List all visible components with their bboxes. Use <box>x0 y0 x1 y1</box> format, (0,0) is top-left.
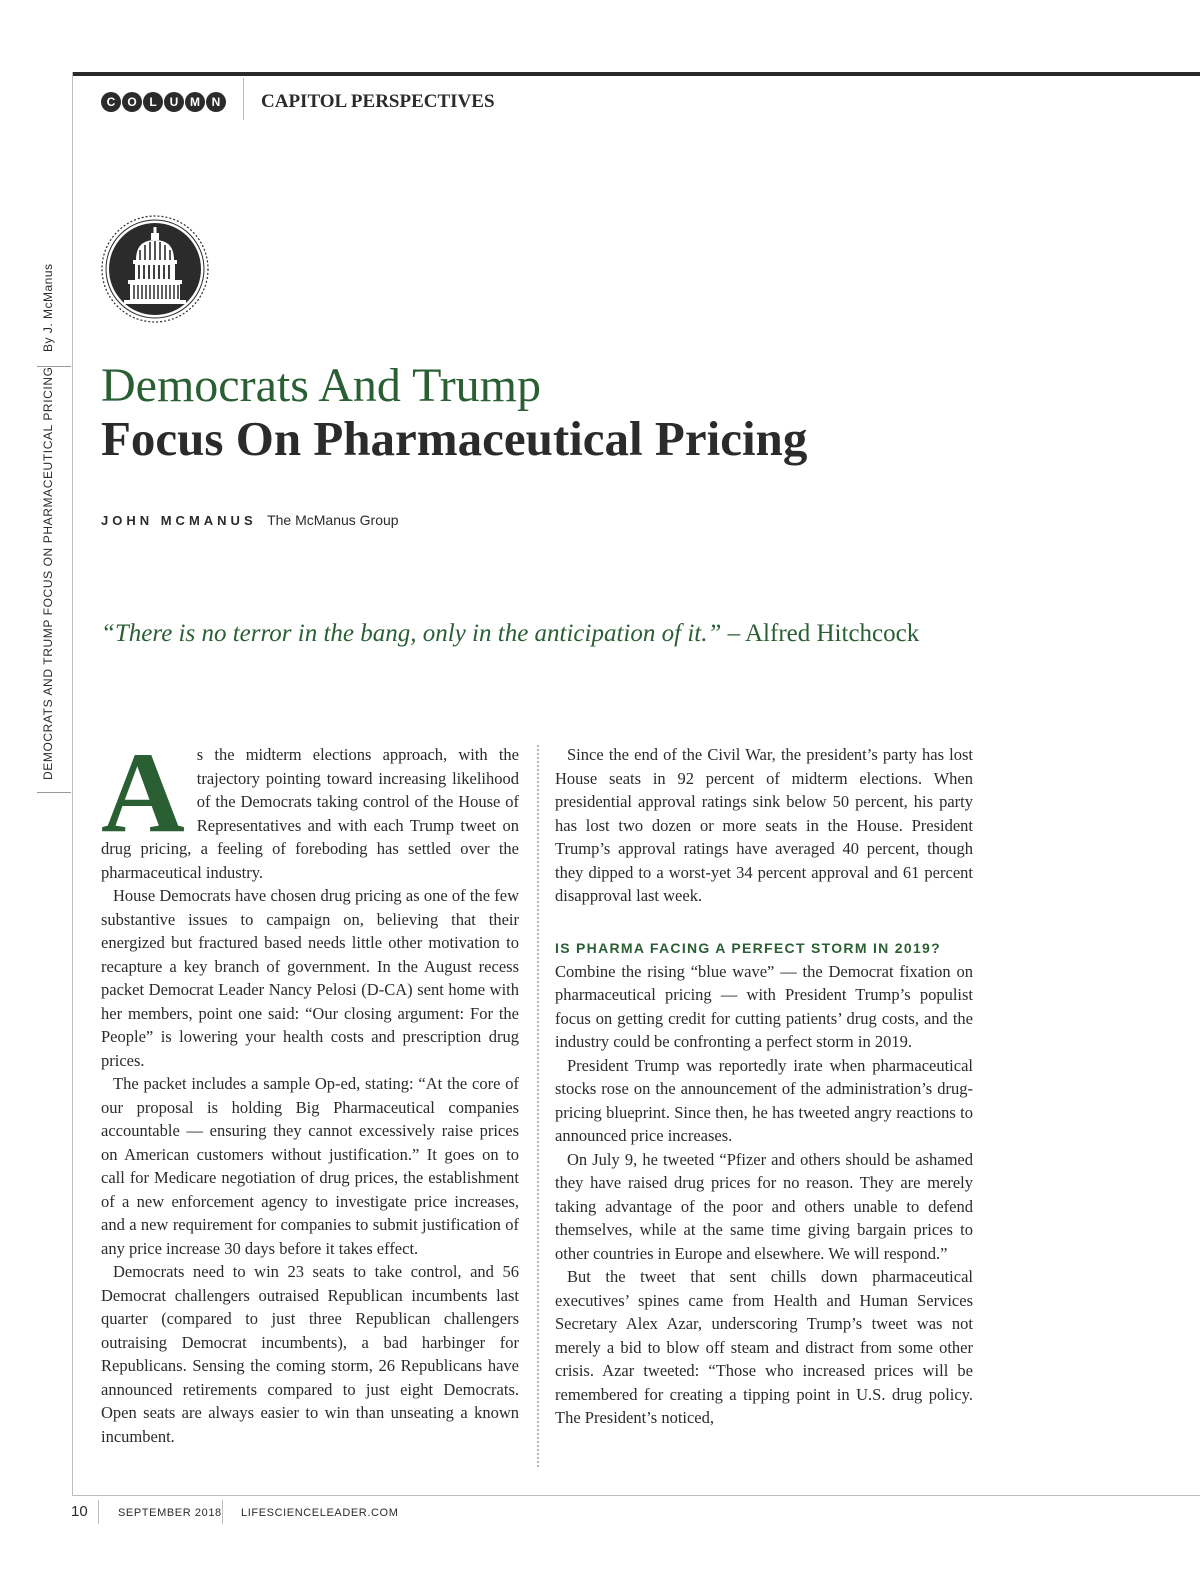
body-paragraph: Since the end of the Civil War, the president’s party has lost House seats in 92 percent of midterm elections. When presidential approval ratings sink below 50 percent, his party has lost two dozen or more seats in the House. President Trump’s approval ratings have averaged 40 percent, though they dipped to a worst-yet 34 percent approval and 61 percent disapproval last week. <box>555 745 973 905</box>
headline-line-2: Focus On Pharmaceutical Pricing <box>101 411 808 466</box>
quote-attribution: – Alfred Hitchcock <box>727 620 920 647</box>
body-paragraph <box>101 729 519 884</box>
body-paragraph: Democrats need to win 23 seats to take control, and 56 Democrat challengers outraised Republican incumbents last quarter (compared to just three Republican challengers outraising Democrat incumbents), a bad harbinger for Republicans. Sensing the coming storm, 26 Republicans have announced retirements compared to just eight Democrats. Open seats are always easier to win than unseating a known incumbent. <box>101 1262 519 1446</box>
epigraph-quote <box>101 620 919 648</box>
author-line <box>101 512 399 530</box>
body-paragraph: President Trump was reportedly irate when pharmaceutical stocks rose on the announcement of the administration’s drug-pricing blueprint. Since then, he has tweeted angry reactions to announced price increases. <box>555 1055 973 1145</box>
issue-date: SEPTEMBER 2018 <box>118 1507 222 1519</box>
paragraph-text: s the midterm elections approach, with the trajectory pointing toward increasing likelihood of the Democrats taking control of the House of Representatives and with each Trump tweet on drug pricing, a feeling of foreboding has settled over the pharmaceutical industry. <box>101 745 519 882</box>
sidebar-article-title: DEMOCRATS AND TRUMP FOCUS ON PHARMACEUTICAL PRICING <box>41 366 55 780</box>
body-paragraph: Combine the rising “blue wave” — the Democrat fixation on pharmaceutical pricing — with President Trump’s populist focus on getting credit for cutting patients’ drug costs, and the industry could be confronting a perfect storm in 2019. <box>555 961 973 1051</box>
column-divider-dotted <box>537 745 539 1467</box>
column-divider <box>243 78 244 120</box>
body-column-1 <box>101 729 519 1448</box>
column-badge-letter: U <box>164 92 184 112</box>
website-url: LIFESCIENCELEADER.COM <box>241 1507 399 1519</box>
body-paragraph: On July 9, he tweeted “Pfizer and others should be ashamed they have raised drug prices for no reason. They are merely taking advantage of the poor and others unable to defend themselves, while at the same time giving bargain prices to other countries in Europe and elsewhere. We will respond.” <box>555 1149 973 1263</box>
body-column-2 <box>555 743 973 1430</box>
capitol-dome-icon <box>100 214 210 324</box>
drop-cap: A <box>101 729 185 857</box>
footer-divider <box>98 1500 99 1524</box>
column-badge-letter: L <box>143 92 163 112</box>
sidebar-divider <box>37 792 71 793</box>
page-number: 10 <box>71 1503 88 1520</box>
body-paragraph: The packet includes a sample Op-ed, stating: “At the core of our proposal is holding Big Pharmaceutical companies accountable — ensuring they cannot excessively raise prices on American customers without justification.” It goes on to call for Medicare negotiation of drug prices, the establishment of a new enforcement agency to investigate price increases, and a new requirement for companies to submit justification of any price increase 30 days before it takes effect. <box>101 1074 519 1258</box>
body-paragraph: House Democrats have chosen drug pricing as one of the few substantive issues to campaign on, believing that their energized but fractured based needs little other motivation to recapture a key branch of government. In the August recess packet Democrat Leader Nancy Pelosi (D-CA) sent home with her members, point one said: “Our closing argument: For the People” is lowering your health costs and prescription drug prices. <box>101 886 519 1070</box>
column-badge-letter: C <box>101 92 121 112</box>
sidebar-byline: By J. McManus <box>41 263 55 352</box>
author-name: JOHN MCMANUS <box>101 513 257 528</box>
column-badge-letter: O <box>122 92 142 112</box>
headline-line-1: Democrats And Trump <box>101 359 542 412</box>
author-organization: The McManus Group <box>267 512 399 528</box>
column-badge <box>101 92 226 112</box>
bottom-rule <box>72 1495 1200 1496</box>
section-subhead: IS PHARMA FACING A PERFECT STORM IN 2019? <box>555 939 941 956</box>
body-paragraph: But the tweet that sent chills down pharmaceutical executives’ spines came from Health and Human Services Secretary Alex Azar, underscoring Trump’s tweet was not merely a bid to blow off steam and distract from some other crisis. Azar tweeted: “Those who increased prices will be remembered for creating a tipping point in U.S. drug policy. The President’s noticed, <box>555 1267 973 1427</box>
footer-divider <box>222 1500 223 1524</box>
top-rule <box>72 72 1200 76</box>
column-badge-letter: N <box>206 92 226 112</box>
column-title: CAPITOL PERSPECTIVES <box>261 91 495 112</box>
column-badge-letter: M <box>185 92 205 112</box>
left-margin-rule <box>72 72 73 1496</box>
quote-text: “There is no terror in the bang, only in the anticipation of it.” <box>101 620 722 647</box>
